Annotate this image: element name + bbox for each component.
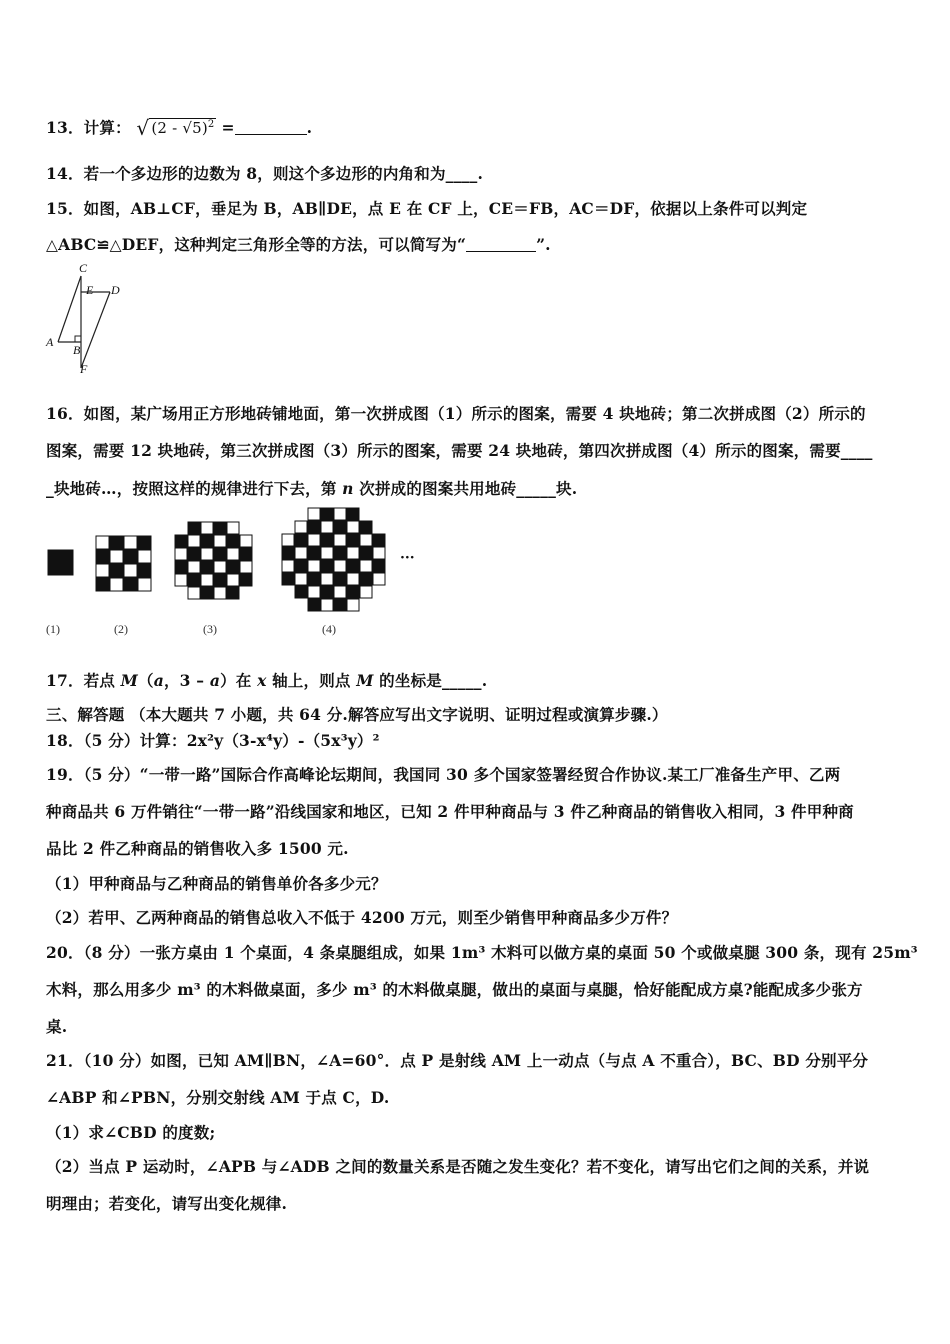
tile xyxy=(214,574,226,586)
tile xyxy=(308,586,320,598)
tile xyxy=(334,599,346,611)
question-19-sub2: （2）若甲、乙两种商品的销售总收入不低于 4200 万元，则至少销售甲种商品多少万件？ xyxy=(46,908,678,927)
question-14: 14．若一个多边形的边数为 8，则这个多边形的内角和为____. xyxy=(46,164,484,183)
tile xyxy=(227,561,239,573)
tile xyxy=(201,574,213,586)
question-21-sub2-line2: 明理由；若变化，请写出变化规律. xyxy=(46,1194,288,1213)
q15-text-b: ”. xyxy=(536,235,551,254)
question-19-line3: 品比 2 件乙种商品的销售收入多 1500 元. xyxy=(46,839,349,858)
tile xyxy=(227,574,239,586)
tile xyxy=(214,522,226,534)
label-c: C xyxy=(79,261,88,275)
q16-tile-patterns xyxy=(44,506,484,616)
tile xyxy=(347,599,359,611)
tile-pattern-2 xyxy=(96,536,151,591)
tile xyxy=(308,560,320,572)
tile xyxy=(282,573,294,585)
q13-number: 13． xyxy=(46,118,84,137)
tile xyxy=(334,521,346,533)
tile xyxy=(347,521,359,533)
q15-answer-blank[interactable] xyxy=(466,237,536,252)
question-21-line2: ∠ABP 和∠PBN，分别交射线 AM 于点 C，D. xyxy=(46,1088,390,1107)
tile xyxy=(308,521,320,533)
tile xyxy=(61,563,73,575)
tile-pattern-3 xyxy=(175,522,252,599)
question-13: 13．计算： √ (2 - √5)$^2$ = . xyxy=(46,116,313,140)
tile xyxy=(373,560,385,572)
tile xyxy=(347,508,359,520)
tile xyxy=(124,578,137,591)
tile xyxy=(282,534,294,546)
tile xyxy=(321,521,333,533)
right-angle-mark xyxy=(75,336,81,342)
question-16-line3 xyxy=(46,477,577,499)
tile xyxy=(373,547,385,559)
question-21-line1: 21．（10 分）如图，已知 AM∥BN，∠A=60°．点 P 是射线 AM 上一动点（与点 A 不重合），BC、BD 分别平分 xyxy=(46,1051,869,1070)
tile xyxy=(188,535,200,547)
tile xyxy=(201,548,213,560)
tile xyxy=(227,548,239,560)
q13-exponent: 2 xyxy=(207,119,215,130)
tile xyxy=(96,578,109,591)
label-a: A xyxy=(46,335,54,349)
tile xyxy=(360,534,372,546)
segment-df xyxy=(81,292,110,368)
tile xyxy=(175,561,187,573)
tile xyxy=(61,550,73,562)
question-15-line1: 15．如图，AB⊥CF，垂足为 B，AB∥DE，点 E 在 CF 上，CE＝FB，AC＝DF，依据以上条件可以判定 xyxy=(46,199,808,218)
tile xyxy=(360,521,372,533)
sqrt-sign-icon: √ xyxy=(136,116,150,140)
tile xyxy=(295,521,307,533)
tile xyxy=(201,587,213,599)
q16-caption-1: (1) xyxy=(46,622,60,636)
tile xyxy=(138,536,151,549)
question-19-sub1: （1）甲种商品与乙种商品的销售单价各多少元？ xyxy=(46,874,387,893)
q16-text-b: 次拼成的图案共用地砖_____块. xyxy=(359,479,578,498)
label-f: F xyxy=(80,362,88,376)
tile xyxy=(308,599,320,611)
label-b: B xyxy=(73,343,81,357)
tile xyxy=(321,560,333,572)
tile xyxy=(188,561,200,573)
tile xyxy=(373,573,385,585)
q13-prompt: 计算： xyxy=(83,118,131,137)
tile xyxy=(138,578,151,591)
tile xyxy=(240,574,252,586)
question-15-line2 xyxy=(46,233,551,255)
tile xyxy=(308,573,320,585)
tile xyxy=(295,534,307,546)
tile xyxy=(295,586,307,598)
tile xyxy=(227,587,239,599)
tile xyxy=(308,534,320,546)
q16-caption-4: (4) xyxy=(322,622,336,636)
tile xyxy=(227,535,239,547)
tile xyxy=(214,587,226,599)
tile xyxy=(214,561,226,573)
question-16-line2: 图案，需要 12 块地砖，第三次拼成图（3）所示的图案，需要 24 块地砖，第四次拼成图（4）所示的图案，需要____ xyxy=(46,441,873,460)
tile xyxy=(110,564,123,577)
tile xyxy=(321,547,333,559)
tile xyxy=(347,560,359,572)
question-16-line1: 16．如图，某广场用正方形地砖铺地面，第一次拼成图（1）所示的图案，需要 4 块地砖；第二次拼成图（2）所示的 xyxy=(46,404,866,423)
tile xyxy=(360,547,372,559)
tile xyxy=(334,508,346,520)
tile xyxy=(240,548,252,560)
tile xyxy=(48,550,60,562)
tile xyxy=(110,550,123,563)
tile xyxy=(360,586,372,598)
tile xyxy=(240,561,252,573)
q16-text-a: _块地砖…，按照这样的规律进行下去，第 xyxy=(46,479,337,498)
tile xyxy=(188,548,200,560)
tile xyxy=(282,547,294,559)
tile xyxy=(347,573,359,585)
tile xyxy=(321,573,333,585)
tile xyxy=(96,536,109,549)
tile xyxy=(138,550,151,563)
tile xyxy=(175,574,187,586)
question-20-line1: 20．（8 分）一张方桌由 1 个桌面，4 条桌腿组成，如果 1m³ 木料可以做方桌的桌面 50 个或做桌腿 300 条，现有 25m³ xyxy=(46,943,918,962)
q13-sqrt-expression xyxy=(136,116,221,140)
tile xyxy=(188,574,200,586)
tile xyxy=(373,534,385,546)
question-20-line3: 桌. xyxy=(46,1017,68,1036)
tile xyxy=(214,548,226,560)
tile xyxy=(124,564,137,577)
tile xyxy=(240,535,252,547)
question-19-line2: 种商品共 6 万件销往“一带一路”沿线国家和地区，已知 2 件甲种商品与 3 件乙种商品的销售收入相同，3 件甲种商 xyxy=(46,802,854,821)
tile xyxy=(188,587,200,599)
tile xyxy=(110,536,123,549)
tile xyxy=(334,586,346,598)
tile xyxy=(214,535,226,547)
question-21-sub2-line1: （2）当点 P 运动时，∠APB 与∠ADB 之间的数量关系是否随之发生变化？若不变化，请写出它们之间的关系，并说 xyxy=(46,1157,870,1176)
question-17: 17．若点 M（a，3 – a）在 x 轴上，则点 M 的坐标是_____. xyxy=(46,671,488,690)
tile xyxy=(124,550,137,563)
tile xyxy=(138,564,151,577)
segment-ac xyxy=(58,276,81,342)
q16-ellipsis: ··· xyxy=(400,550,415,566)
tile xyxy=(308,547,320,559)
tile xyxy=(308,508,320,520)
tile xyxy=(360,560,372,572)
q16-caption-2: (2) xyxy=(114,622,128,636)
tile xyxy=(334,560,346,572)
q15-text-a: △ABC≌△DEF，这种判定三角形全等的方法，可以简写为“ xyxy=(46,235,467,254)
tile-pattern-4 xyxy=(282,508,385,611)
label-e: E xyxy=(86,283,94,297)
tile xyxy=(334,547,346,559)
tile xyxy=(96,564,109,577)
tile xyxy=(175,548,187,560)
tile xyxy=(227,522,239,534)
tile xyxy=(96,550,109,563)
tile xyxy=(347,547,359,559)
section-3-heading: 三、解答题 （本大题共 7 小题，共 64 分.解答应写出文字说明、证明过程或演算步骤.） xyxy=(46,705,668,724)
tile xyxy=(175,535,187,547)
q13-radicand: (2 - √5) xyxy=(151,119,208,137)
tile xyxy=(334,573,346,585)
tile xyxy=(295,560,307,572)
question-19-line1: 19．（5 分）“一带一路”国际合作高峰论坛期间，我国同 30 多个国家签署经贸合作协议.某工厂准备生产甲、乙两 xyxy=(46,765,841,784)
tile xyxy=(360,573,372,585)
tile xyxy=(282,560,294,572)
tile xyxy=(201,522,213,534)
tile xyxy=(321,534,333,546)
q16-variable-n: n xyxy=(342,479,354,498)
question-18: 18．（5 分）计算：2x²y（3-x⁴y）-（5x³y）² xyxy=(46,731,380,750)
question-20-line2: 木料，那么用多少 m³ 的木料做桌面，多少 m³ 的木料做桌腿，做出的桌面与桌腿，恰好能配成方桌?能配成多少张方 xyxy=(46,980,863,999)
tile xyxy=(321,599,333,611)
tile-pattern-1 xyxy=(48,550,73,575)
tile xyxy=(295,547,307,559)
q13-equals: = xyxy=(221,118,235,137)
tile xyxy=(48,563,60,575)
tile xyxy=(201,535,213,547)
question-21-sub1: （1）求∠CBD 的度数; xyxy=(46,1123,216,1142)
tile xyxy=(334,534,346,546)
tile xyxy=(321,508,333,520)
tile xyxy=(188,522,200,534)
tile xyxy=(321,586,333,598)
tile xyxy=(110,578,123,591)
tile xyxy=(295,573,307,585)
q13-answer-blank[interactable] xyxy=(235,120,307,135)
tile xyxy=(201,561,213,573)
tile xyxy=(347,586,359,598)
q16-caption-3: (3) xyxy=(203,622,217,636)
tile xyxy=(347,534,359,546)
label-d: D xyxy=(111,283,120,297)
tile xyxy=(124,536,137,549)
